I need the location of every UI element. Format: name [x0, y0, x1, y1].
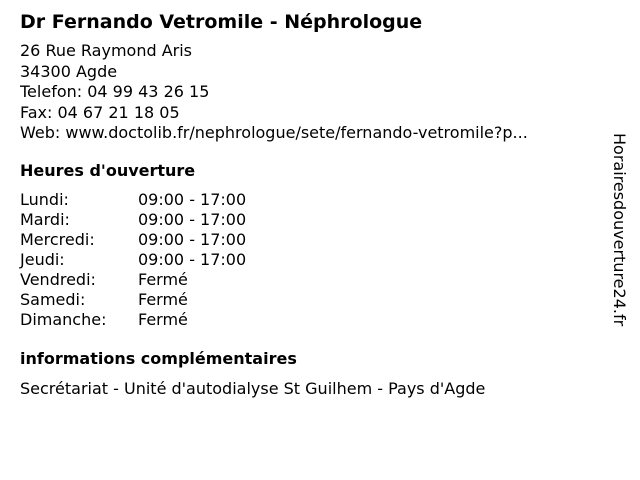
day-label: Jeudi:: [20, 249, 65, 269]
fax-number: Fax: 04 67 21 18 05: [20, 102, 180, 122]
hours-value: 09:00 - 17:00: [138, 229, 247, 249]
opening-hours-heading: Heures d'ouverture: [20, 160, 196, 180]
website-link: Web: www.doctolib.fr/nephrologue/sete/fernando-vetromile?p...: [20, 123, 528, 142]
brand-watermark: Horairesdouverture24.fr: [610, 133, 629, 327]
hours-row-sunday: [20, 310, 246, 330]
additional-info-text: Secrétariat - Unité d'autodialyse St Guilhem - Pays d'Agde: [20, 378, 486, 398]
street-address: 26 Rue Raymond Aris: [20, 41, 193, 60]
city-postcode: 34300 Agde: [20, 61, 118, 81]
hours-value: 09:00 - 17:00: [138, 189, 247, 209]
day-label: Lundi:: [20, 189, 69, 209]
hours-value: Fermé: [138, 289, 188, 309]
hours-value: 09:00 - 17:00: [138, 209, 247, 229]
day-label: Dimanche:: [20, 309, 107, 329]
hours-row-thursday: [20, 250, 246, 270]
hours-value: 09:00 - 17:00: [138, 249, 247, 269]
day-label: Samedi:: [20, 289, 86, 309]
day-label: Mercredi:: [20, 229, 95, 249]
address-block: [20, 41, 600, 144]
listing-card: [20, 10, 600, 399]
opening-hours-table: [20, 190, 246, 330]
hours-value: Fermé: [138, 309, 188, 329]
additional-info-heading: informations complémentaires: [20, 348, 297, 368]
hours-row-tuesday: [20, 210, 246, 230]
hours-row-friday: [20, 270, 246, 290]
hours-row-wednesday: [20, 230, 246, 250]
page-title: Dr Fernando Vetromile - Néphrologue: [20, 11, 423, 33]
day-label: Mardi:: [20, 209, 70, 229]
phone-number: Telefon: 04 99 43 26 15: [20, 82, 210, 101]
hours-row-saturday: [20, 290, 246, 310]
day-label: Vendredi:: [20, 269, 96, 289]
hours-value: Fermé: [138, 269, 188, 289]
hours-row-monday: [20, 190, 246, 210]
